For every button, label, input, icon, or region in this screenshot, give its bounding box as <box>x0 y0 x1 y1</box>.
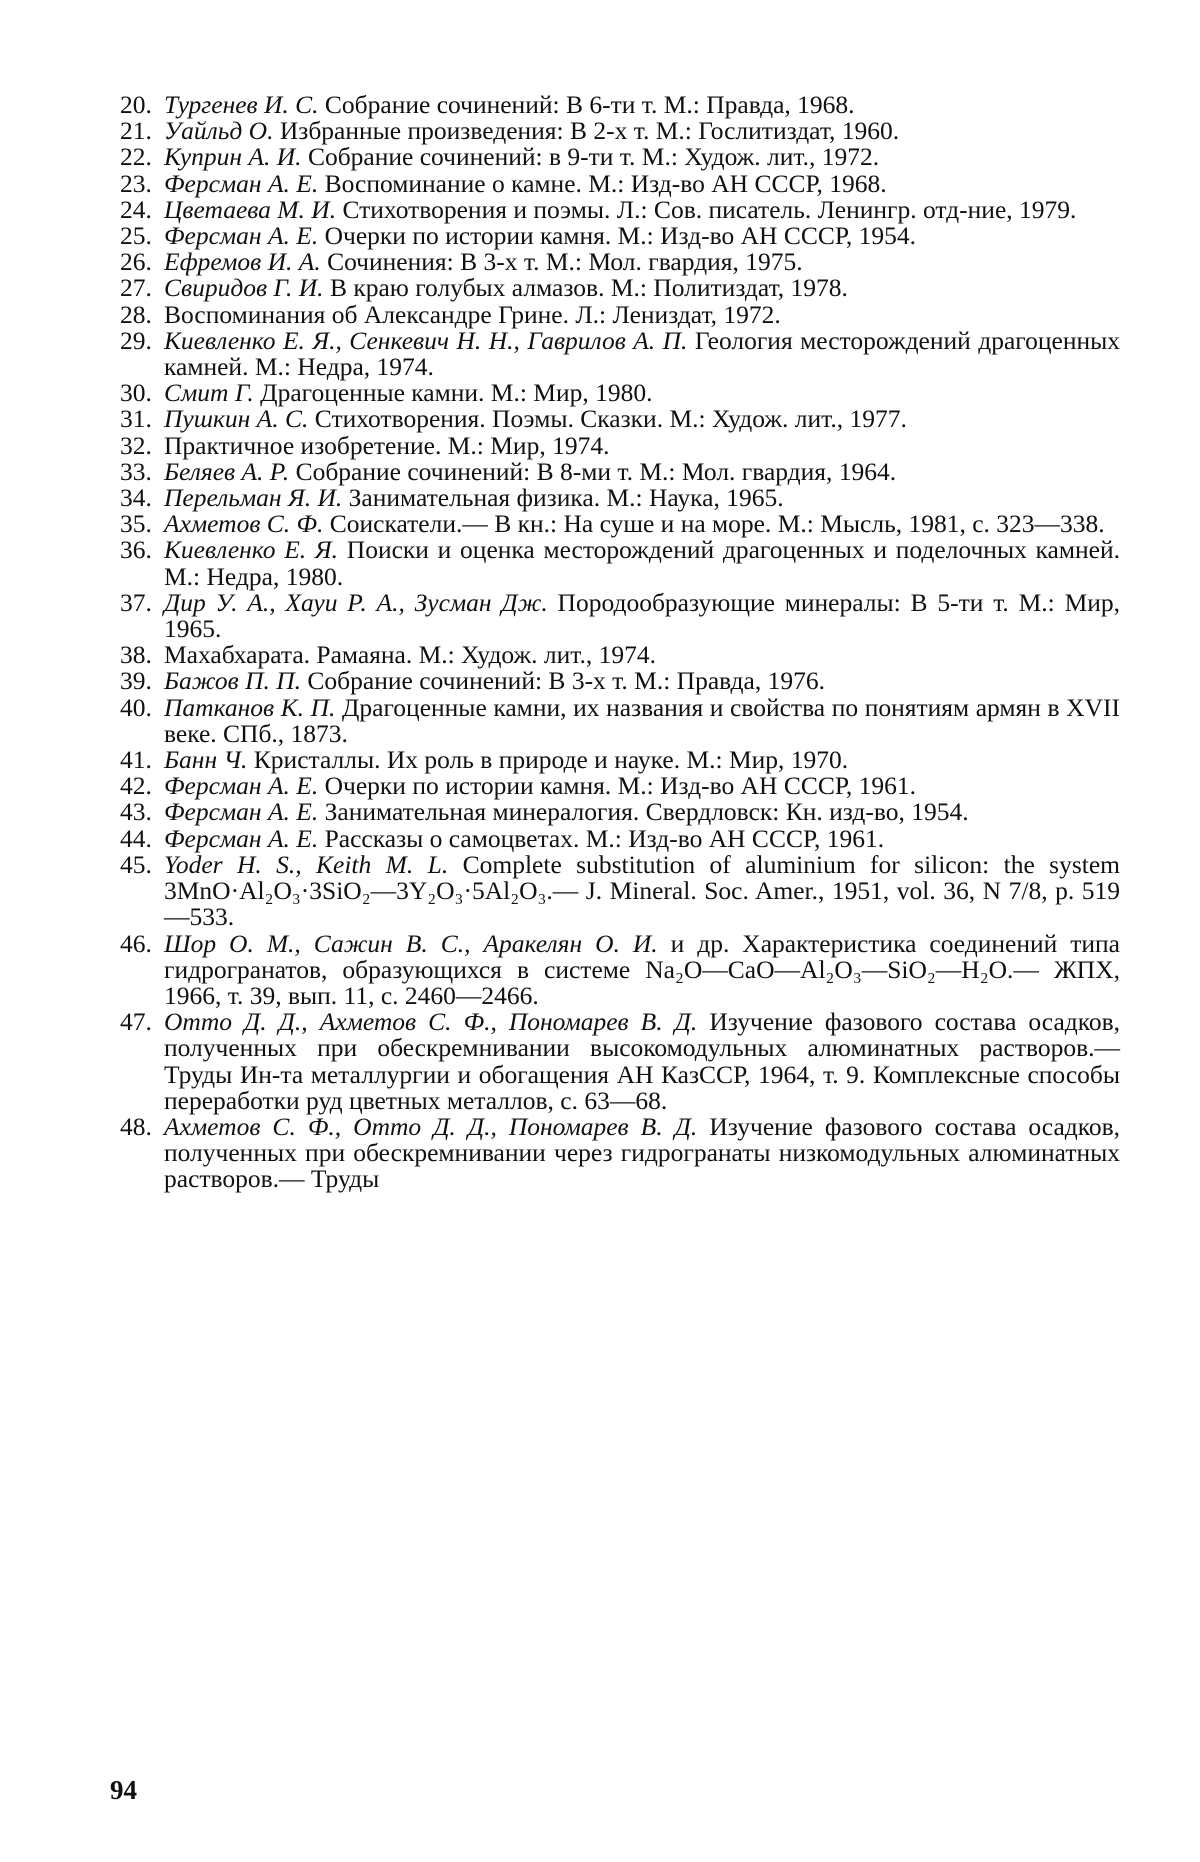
reference-number: 22. <box>120 142 152 172</box>
reference-text: Геология месторождений драгоценных камней. М.: Недра, 1974. <box>164 325 1121 382</box>
reference-item <box>120 668 1120 694</box>
reference-item <box>120 456 1120 486</box>
reference-item <box>120 511 1120 537</box>
reference-text: Соискатели.— В кн.: На суше и на море. М.: Мысль, 1981, с. 323—338. <box>329 509 1105 539</box>
reference-text: Воспоминания об Александре Грине. Л.: Лениздат, 1972. <box>164 299 781 329</box>
reference-item <box>120 823 1120 853</box>
reference-author: Куприн А. И. <box>164 142 302 172</box>
reference-author: Патканов К. П. <box>164 692 336 722</box>
reference-number: 29. <box>120 325 152 355</box>
reference-text: Изучение фазового состава осадков, полученных при обескремнивании через гидрогранаты низкомодульных алюминатных растворов.— Труды <box>164 1111 1120 1194</box>
reference-item <box>120 773 1120 799</box>
reference-text: Кристаллы. Их роль в природе и науке. М.: Мир, 1970. <box>253 745 849 775</box>
reference-item <box>120 1111 1120 1194</box>
reference-text: Очерки по истории камня. М.: Изд-во АН СССР, 1961. <box>324 771 916 801</box>
reference-number: 27. <box>120 273 152 303</box>
reference-number: 25. <box>120 221 152 251</box>
reference-author: Отто Д. Д., Ахметов С. Ф., Пономарев В. Д. <box>164 1007 698 1037</box>
reference-text: Собрание сочинений: В 3-х т. М.: Правда, 1976. <box>307 666 825 696</box>
reference-item <box>120 747 1120 773</box>
reference-author: Шор О. М., Сажин В. С., Аракелян О. И. <box>164 928 658 958</box>
reference-number: 40. <box>120 692 152 722</box>
reference-item <box>120 118 1120 144</box>
reference-item <box>120 692 1120 748</box>
reference-number: 36. <box>120 535 152 565</box>
reference-number: 45. <box>120 849 152 879</box>
reference-author: Тургенев И. С. <box>164 90 319 119</box>
reference-number: 32. <box>120 430 152 460</box>
reference-item <box>120 537 1120 589</box>
reference-number: 31. <box>120 404 152 434</box>
reference-author: Бажов П. П. <box>164 666 302 696</box>
reference-number: 38. <box>120 640 152 670</box>
reference-text: Занимательная физика. М.: Наука, 1965. <box>348 483 784 513</box>
page-number: 94 <box>110 1775 137 1805</box>
reference-text: Complete substitution of aluminium for silicon: the system 3MnO·Al₂O₃·3SiO₂—3Y₂O₃·5Al₂O₃.— J. Mineral. Soc. Amer., 1951, vol. 36, N 7/8, p. 519—533. <box>164 849 1120 932</box>
reference-number: 41. <box>120 745 152 775</box>
reference-author: Цветаева М. И. <box>164 194 337 224</box>
reference-text: Махабхарата. Рамаяна. М.: Худож. лит., 1974. <box>164 640 656 670</box>
reference-item <box>120 168 1120 198</box>
reference-text: Стихотворения. Поэмы. Сказки. М.: Худож. лит., 1977. <box>314 404 907 434</box>
reference-number: 44. <box>120 823 152 853</box>
reference-text: Стихотворения и поэмы. Л.: Сов. писатель. Ленингр. отд-ние, 1979. <box>342 194 1077 224</box>
reference-item <box>120 642 1120 668</box>
reference-item <box>120 299 1120 329</box>
reference-number: 37. <box>120 587 152 617</box>
reference-author: Пушкин А. С. <box>164 404 309 434</box>
reference-author: Yoder H. S., Keith M. L. <box>164 849 449 879</box>
reference-text: Рассказы о самоцветах. М.: Изд-во АН СССР, 1961. <box>324 823 885 853</box>
reference-number: 28. <box>120 299 152 329</box>
reference-item <box>120 325 1121 382</box>
reference-text: Поиски и оценка месторождений драгоценных и поделочных камней. М.: Недра, 1980. <box>164 535 1121 591</box>
reference-text: Породообразующие минералы: В 5-ти т. М.: Мир, 1965. <box>164 587 1121 644</box>
reference-number: 21. <box>120 116 152 146</box>
reference-text: Собрание сочинений: В 6-ти т. М.: Правда, 1968. <box>324 90 855 119</box>
reference-author: Ахметов С. Ф., Отто Д. Д., Пономарев В. Д. <box>164 1111 698 1141</box>
reference-author: Дир У. А., Хауи Р. А., Зусман Дж. <box>164 587 548 617</box>
reference-number: 35. <box>120 509 152 539</box>
reference-text: Драгоценные камни. М.: Мир, 1980. <box>260 378 653 408</box>
reference-list <box>120 92 1120 1193</box>
reference-number: 39. <box>120 666 152 696</box>
reference-item <box>120 92 1120 118</box>
reference-author: Ферсман А. Е. <box>164 771 319 801</box>
reference-text: Избранные произведения: В 2-х т. М.: Гослитиздат, 1960. <box>279 116 900 146</box>
reference-number: 46. <box>120 928 152 958</box>
reference-author: Перельман Я. И. <box>164 483 343 513</box>
reference-text: Занимательная минералогия. Свердловск: Кн. изд-во, 1954. <box>324 797 969 827</box>
reference-number: 20. <box>120 90 152 119</box>
reference-author: Ферсман А. Е. <box>164 797 319 827</box>
reference-author: Ахметов С. Ф. <box>164 509 324 539</box>
reference-text: и др. Характеристика соединений типа гидрогранатов, образующихся в системе Na₂O—CaO—Al₂O₃—SiO₂—H₂O.— ЖПХ, 1966, т. 39, вып. 11, с. 2460—2466. <box>164 928 1121 1010</box>
reference-item <box>120 144 1120 170</box>
reference-author: Ферсман А. Е. <box>164 168 319 198</box>
reference-item <box>120 249 1120 275</box>
reference-item <box>120 275 1120 301</box>
reference-number: 48. <box>120 1111 152 1141</box>
reference-item <box>120 430 1120 460</box>
reference-author: Киевленко Е. Я., Сенкевич Н. Н., Гаврилов А. П. <box>164 325 688 355</box>
reference-author: Банн Ч. <box>164 745 248 775</box>
reference-item <box>120 587 1121 644</box>
reference-text: Собрание сочинений: В 8-ми т. М.: Мол. гвардия, 1964. <box>295 456 897 486</box>
reference-number: 24. <box>120 194 152 224</box>
reference-author: Ферсман А. Е. <box>164 221 319 251</box>
reference-author: Смит Г. <box>164 378 254 408</box>
reference-author: Свиридов Г. И. <box>164 273 324 303</box>
reference-item <box>120 1009 1120 1114</box>
reference-number: 30. <box>120 378 152 408</box>
reference-text: В краю голубых алмазов. М.: Политиздат, 1978. <box>329 273 848 303</box>
reference-number: 42. <box>120 771 152 801</box>
reference-item <box>120 799 1120 825</box>
reference-text: Драгоценные камни, их названия и свойства по понятиям армян в XVII веке. СПб., 1873. <box>164 692 1120 748</box>
reference-text: Сочинения: В 3-х т. М.: Мол. гвардия, 1975. <box>327 247 803 277</box>
reference-author: Беляев А. Р. <box>164 456 290 486</box>
reference-text: Очерки по истории камня. М.: Изд-во АН СССР, 1954. <box>324 221 916 251</box>
reference-author: Киевленко Е. Я. <box>164 535 339 565</box>
reference-item <box>120 223 1120 249</box>
reference-number: 33. <box>120 456 152 486</box>
reference-author: Ферсман А. Е. <box>164 823 319 853</box>
reference-item <box>120 406 1120 432</box>
reference-number: 34. <box>120 483 152 513</box>
reference-number: 26. <box>120 247 152 277</box>
reference-author: Ефремов И. А. <box>164 247 321 277</box>
reference-item <box>120 928 1121 1010</box>
reference-number: 23. <box>120 168 152 198</box>
reference-text: Практичное изобретение. М.: Мир, 1974. <box>164 430 610 460</box>
reference-number: 47. <box>120 1007 152 1037</box>
reference-item <box>120 485 1120 511</box>
reference-text: Воспоминание о камне. М.: Изд-во АН СССР, 1968. <box>324 168 887 198</box>
reference-item <box>120 849 1120 932</box>
reference-item <box>120 194 1120 224</box>
reference-text: Собрание сочинений: в 9-ти т. М.: Худож. лит., 1972. <box>307 142 880 172</box>
reference-text: Изучение фазового состава осадков, полученных при обескремнивании высокомодульных алюминатных растворов.— Труды Ин-та металлургии и обогащения АН КазССР, 1964, т. 9. Комплексные способы переработки руд цветных металлов, с. 63—68. <box>164 1007 1120 1115</box>
reference-author: Уайльд О. <box>164 116 274 146</box>
reference-number: 43. <box>120 797 152 827</box>
reference-item <box>120 380 1120 406</box>
